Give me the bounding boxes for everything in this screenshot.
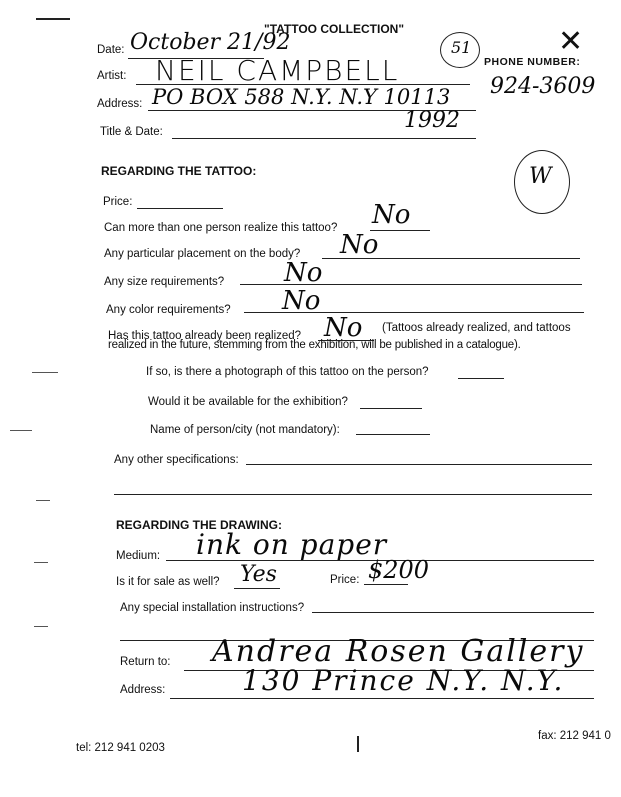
drawing-price-label: Price:	[330, 574, 360, 586]
price-label: Price:	[103, 196, 133, 208]
title-date-label: Title & Date:	[100, 126, 163, 138]
drawing-price-value: $200	[368, 556, 430, 584]
scan-mark	[34, 626, 48, 627]
return-to-value: Andrea Rosen Gallery	[212, 634, 585, 669]
title-date-underline	[172, 138, 476, 139]
question-installation: Any special installation instructions?	[120, 602, 305, 614]
photograph-underline	[458, 378, 504, 379]
scan-mark	[32, 372, 58, 373]
title-date-value: 1992	[404, 108, 460, 133]
medium-label: Medium:	[116, 550, 161, 562]
for-sale-underline	[234, 588, 280, 589]
drawing-address-underline	[170, 698, 594, 699]
question-size: Any size requirements?	[104, 276, 225, 288]
phone-value: 924-3609	[490, 74, 596, 99]
scan-mark	[36, 18, 70, 20]
cross-mark-icon: ✕	[558, 24, 584, 59]
question-other-specs: Any other specifications:	[114, 454, 239, 466]
scan-mark	[34, 562, 48, 563]
address-value: PO BOX 588 N.Y. N.Y 10113	[152, 85, 451, 109]
for-sale-value: Yes	[240, 562, 277, 587]
drawing-section-heading: REGARDING THE DRAWING:	[116, 518, 282, 532]
realized-note-line1: (Tattoos already realized, and tattoos	[382, 322, 571, 334]
form-title: "TATTOO COLLECTION"	[264, 22, 405, 36]
question-placement: Any particular placement on the body?	[104, 248, 301, 260]
question-color: Any color requirements?	[106, 304, 231, 316]
person-city-underline	[356, 434, 430, 435]
answer-size: No	[284, 258, 323, 288]
footer-tel: tel: 212 941 0203	[76, 742, 165, 754]
answer-placement: No	[340, 230, 379, 260]
question-realized: Has this tattoo already been realized?	[108, 330, 302, 342]
scan-mark	[10, 430, 32, 431]
date-value: October 21/92	[130, 30, 291, 55]
medium-value: ink on paper	[196, 528, 388, 561]
scan-mark	[36, 500, 50, 501]
drawing-price-underline	[364, 584, 408, 585]
answer-more-than-one-underline	[370, 230, 430, 231]
answer-more-than-one: No	[372, 200, 411, 230]
question-more-than-one: Can more than one person realize this tattoo?	[104, 222, 338, 234]
answer-size-underline	[240, 284, 582, 285]
price-underline	[137, 208, 223, 209]
answer-color: No	[282, 286, 321, 316]
date-label: Date:	[97, 44, 125, 56]
other-specs-underline-2	[114, 494, 592, 495]
answer-placement-underline	[322, 258, 580, 259]
circled-letter-value: W	[529, 164, 552, 189]
question-photograph: If so, is there a photograph of this tattoo on the person?	[146, 366, 429, 378]
question-person-city: Name of person/city (not mandatory):	[150, 424, 340, 436]
artist-value: NEIL CAMPBELL	[155, 54, 400, 87]
question-available: Would it be available for the exhibition?	[148, 396, 348, 408]
phone-label: PHONE NUMBER:	[484, 56, 581, 68]
address-label: Address:	[97, 98, 143, 110]
drawing-address-value: 130 Prince N.Y. N.Y.	[242, 664, 565, 697]
realized-note-line2: realized in the future, stemming from the exhibition, will be published in a catalogue).	[108, 339, 521, 351]
answer-color-underline	[244, 312, 584, 313]
footer-fax: fax: 212 941 0	[538, 730, 611, 742]
return-to-label: Return to:	[120, 656, 171, 668]
drawing-address-label: Address:	[120, 684, 166, 696]
other-specs-underline	[246, 464, 592, 465]
available-underline	[360, 408, 422, 409]
tattoo-section-heading: REGARDING THE TATTOO:	[101, 164, 257, 178]
for-sale-label: Is it for sale as well?	[116, 576, 220, 588]
answer-realized: No	[324, 313, 363, 343]
installation-underline	[312, 612, 594, 613]
circled-number-value: 51	[451, 38, 472, 57]
footer-divider-mark	[357, 736, 359, 752]
artist-label: Artist:	[97, 70, 127, 82]
